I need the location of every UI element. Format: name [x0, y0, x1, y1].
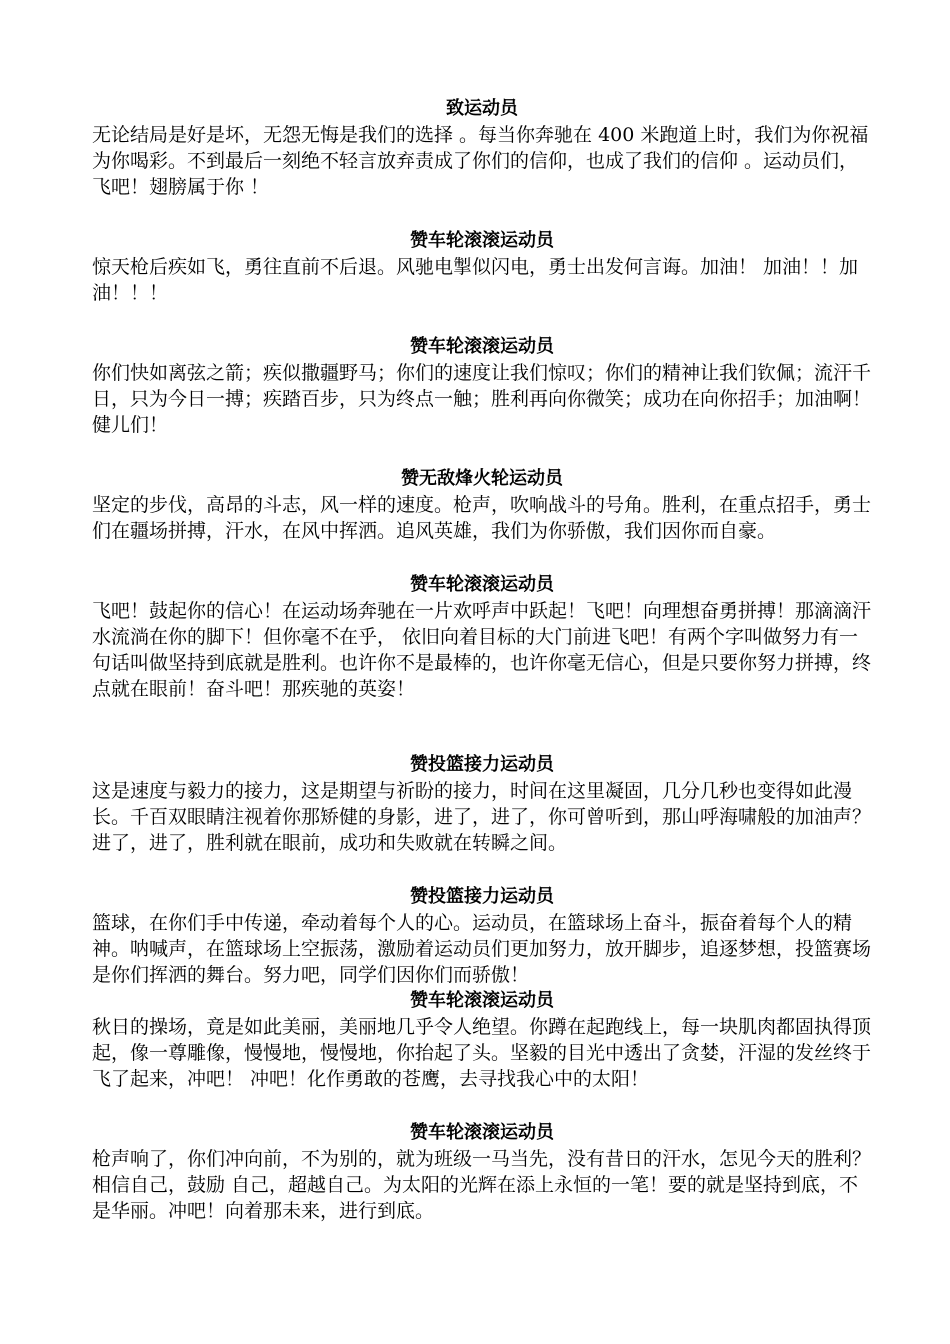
spacer	[92, 702, 872, 752]
section-body: 惊天枪后疾如飞，勇往直前不后退。风驰电掣似闪电，勇士出发何言诲。加油！ 加油！！加油！！！	[92, 256, 859, 304]
spacer	[92, 306, 872, 334]
section-3	[92, 334, 872, 438]
section-title: 赞投篮接力运动员	[410, 754, 554, 775]
document-page	[92, 96, 872, 1224]
spacer	[92, 856, 872, 884]
section-9	[92, 1120, 872, 1224]
section-body: 秋日的操场，竟是如此美丽，美丽地几乎令人绝望。你蹲在起跑线上，每一块肌肉都固执得顶起，像一尊雕像，慢慢地，慢慢地，你抬起了头。坚毅的目光中透出了贪婪，汗湿的发丝终于飞了起来，冲吧！ 冲吧！化作勇敢的苍鹰，去寻找我心中的太阳！	[92, 1016, 872, 1090]
section-title: 赞投篮接力运动员	[410, 886, 554, 907]
spacer	[92, 1092, 872, 1120]
section-1	[92, 96, 872, 200]
section-body: 枪声响了，你们冲向前，不为别的，就为班级一马当先，没有昔日的汗水，怎见今天的胜利？相信自己，鼓励 自己，超越自己。为太阳的光辉在添上永恒的一笔！要的就是坚持到底，不是华丽。冲吧！向着那未来，进行到底。	[92, 1148, 872, 1222]
section-title: 赞车轮滚滚运动员	[410, 574, 554, 595]
section-2	[92, 228, 872, 306]
section-title: 赞车轮滚滚运动员	[410, 1122, 554, 1143]
section-body: 坚定的步伐，高昂的斗志，风一样的速度。枪声，吹响战斗的号角。胜利，在重点招手，勇士们在疆场拼搏，汗水，在风中挥洒。追风英雄，我们为你骄傲，我们因你而自豪。	[92, 494, 872, 542]
section-4	[92, 466, 872, 544]
spacer	[92, 200, 872, 228]
section-body: 这是速度与毅力的接力，这是期望与祈盼的接力，时间在这里凝固，几分几秒也变得如此漫长。千百双眼睛注视着你那矫健的身影，进了，进了，你可曾听到，那山呼海啸般的加油声？进了，进了，胜利就在眼前，成功和失败就在转瞬之间。	[92, 780, 872, 854]
section-body: 篮球，在你们手中传递，牵动着每个人的心。运动员，在篮球场上奋斗，振奋着每个人的精神。呐喊声，在篮球场上空振荡，激励着运动员们更加努力，放开脚步，追逐梦想，投篮赛场是你们挥洒的舞台。努力吧，同学们因你们而骄傲！	[92, 912, 872, 986]
section-title: 赞车轮滚滚运动员	[410, 990, 554, 1011]
section-8	[92, 988, 872, 1092]
section-5	[92, 572, 872, 702]
section-title: 赞无敌烽火轮运动员	[401, 468, 563, 489]
spacer	[92, 438, 872, 466]
section-6	[92, 752, 872, 856]
section-body: 无论结局是好是坏，无怨无悔是我们的选择 。每当你奔驰在 400 米跑道上时，我们为你祝福为你喝彩。不到最后一刻绝不轻言放弃责成了你们的信仰，也成了我们的信仰 。运动员们， 飞吧！翅膀属于你 ！	[92, 124, 869, 198]
section-body: 飞吧！鼓起你的信心！在运动场奔驰在一片欢呼声中跃起！飞吧！向理想奋勇拼搏！那滴滴汗水流淌在你的脚下！但你毫不在乎， 依旧向着目标的大门前进飞吧！有两个字叫做努力有一句话叫做坚持到底就是胜利。也许你不是最棒的，也许你毫无信心，但是只要你努力拼搏，终点就在眼前！奋斗吧！那疾驰的英姿！	[92, 600, 872, 700]
section-7	[92, 884, 872, 988]
section-body: 你们快如离弦之箭；疾似撒疆野马；你们的速度让我们惊叹；你们的精神让我们钦佩；流汗千日，只为今日一搏；疾踏百步，只为终点一触；胜利再向你微笑；成功在向你招手；加油啊！健儿们！	[92, 362, 872, 436]
section-title: 致运动员	[446, 98, 518, 119]
section-title: 赞车轮滚滚运动员	[410, 230, 554, 251]
spacer	[92, 544, 872, 572]
section-title: 赞车轮滚滚运动员	[410, 336, 554, 357]
